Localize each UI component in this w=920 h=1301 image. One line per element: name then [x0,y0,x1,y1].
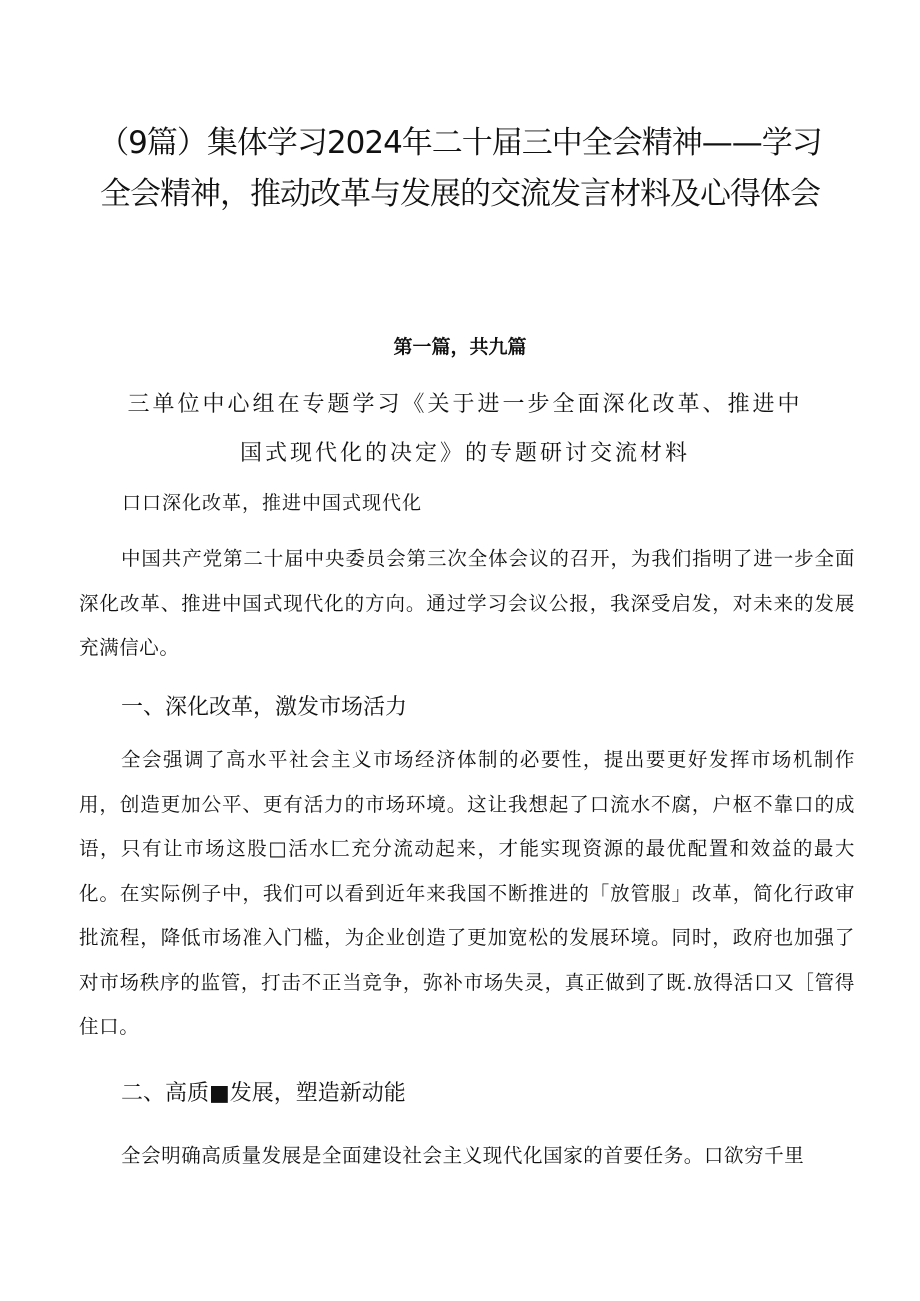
section-1-paragraph: 全会强调了高水平社会主义市场经济体制的必要性，提出要更好发挥市场机制作用，创造更加公平、更有活力的市场环境。这让我想起了口流水不腐，户枢不靠口的成语，只有让市场这股□活水匚充分流动起来，才能实现资源的最优配置和效益的最大化。在实际例子中，我们可以看到近年来我国不断推进的「放管服」改革，简化行政审批流程，降低市场准入门槛，为企业创造了更加宽松的发展环境。同时，政府也加强了对市场秩序的监管，打击不正当竞争，弥补市场失灵，真正做到了既.放得活口又［管得住口。 [79,748,855,1038]
article-subtitle: 三单位中心组在专题学习《关于进一步全面深化改革、推进中国式现代化的决定》的专题研讨交流材料 [127,392,803,466]
section-2-heading: 二、高质■发展，塑造新动能 [121,1081,406,1106]
theme-heading: 口口深化改革，推进中国式现代化 [122,492,423,514]
part-label: 第一篇，共九篇 [393,336,527,358]
document-title: （9篇）集体学习2024年二十届三中全会精神——学习全会精神，推动改革与发展的交流发言材料及心得体会 [98,125,822,212]
intro-paragraph: 中国共产党第二十届中央委员会第三次全体会议的召开，为我们指明了进一步全面深化改革、推进中国式现代化的方向。通过学习会议公报，我深受启发，对未来的发展充满信心。 [79,547,855,659]
section-2-paragraph: 全会明确高质量发展是全面建设社会主义现代化国家的首要任务。口欲穷千里 [121,1144,805,1167]
section-1-heading: 一、深化改革，激发市场活力 [121,695,408,720]
